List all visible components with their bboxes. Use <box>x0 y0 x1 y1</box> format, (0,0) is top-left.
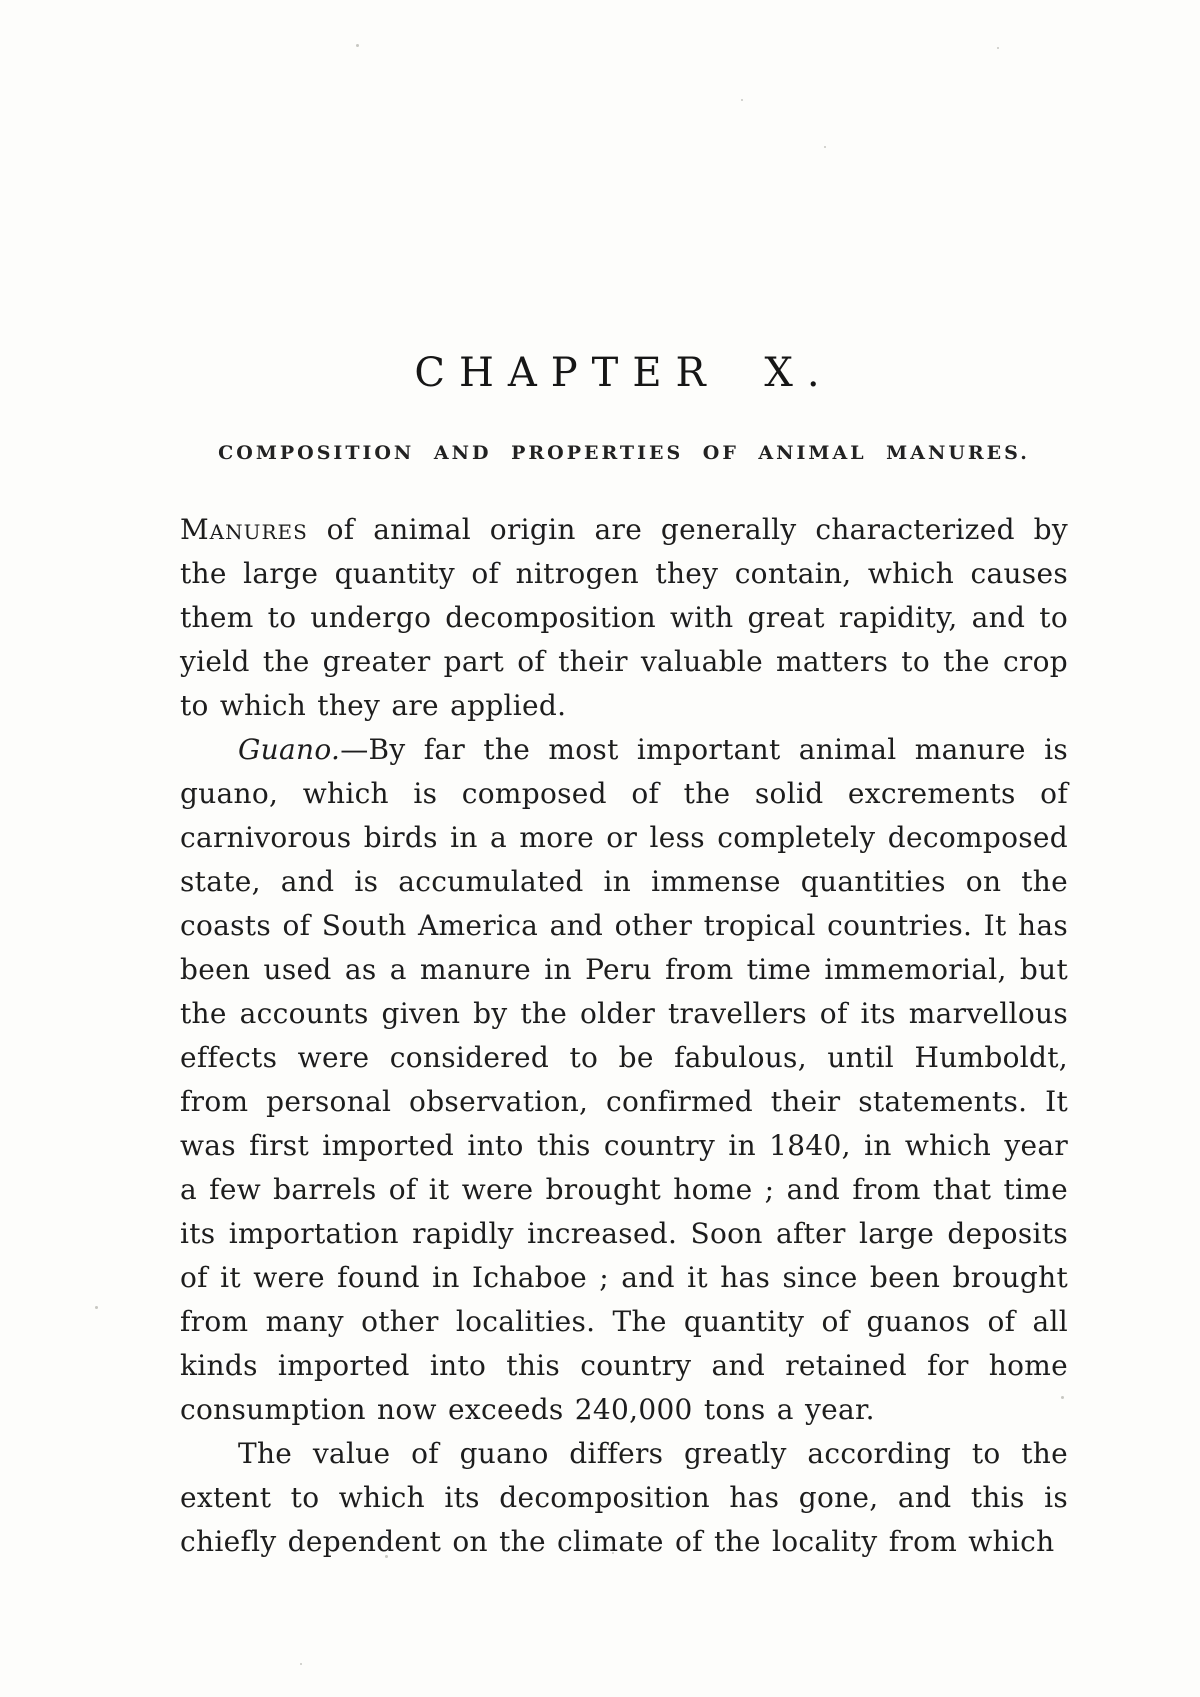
lead-word-guano: Guano. <box>238 733 341 766</box>
scan-speck <box>95 1306 98 1309</box>
scan-speck <box>997 47 999 49</box>
scan-speck <box>824 146 826 148</box>
scan-speck <box>300 1663 302 1665</box>
lead-word-manures: Manures <box>180 513 308 546</box>
paragraph-guano <box>180 728 1068 1432</box>
paragraph-text: —By far the most important animal manure is guano, which is composed of the solid excrements of carnivorous birds in a more or less completely decomposed state, and is accumulated in immense quantities on the coasts of South America and other tropical countries. It has been used as a manure in Peru from time immemorial, but the accounts given by the older travellers of its marvellous effects were considered to be fabulous, until Humboldt, from personal observation, confirmed their statements. It was first imported into this country in 1840, in which year a few barrels of it were brought home ; and from that time its importation rapidly increased. Soon after large deposits of it were found in Ichaboe ; and it has since been brought from many other localities. The quantity of guanos of all kinds imported into this country and retained for home consumption now exceeds 240,000 tons a year. <box>180 733 1068 1426</box>
scan-speck <box>356 44 359 47</box>
paragraph-text: The value of guano differs greatly according to the extent to which its decomposition has gone, and this is chiefly dependent on the climate of the locality from which <box>180 1437 1068 1558</box>
paragraph-text: of animal origin are generally characterized by the large quantity of nitrogen they contain, which causes them to undergo decomposition with great rapidity, and to yield the greater part of their valuable matters to the crop to which they are applied. <box>180 513 1068 722</box>
chapter-title: CHAPTER X. <box>414 350 834 396</box>
scan-speck <box>741 99 743 101</box>
text-block <box>180 350 1068 1564</box>
paragraph-value <box>180 1432 1068 1564</box>
chapter-subtitle: COMPOSITION AND PROPERTIES OF ANIMAL MANURES. <box>218 442 1030 464</box>
paragraph-manures <box>180 508 1068 728</box>
